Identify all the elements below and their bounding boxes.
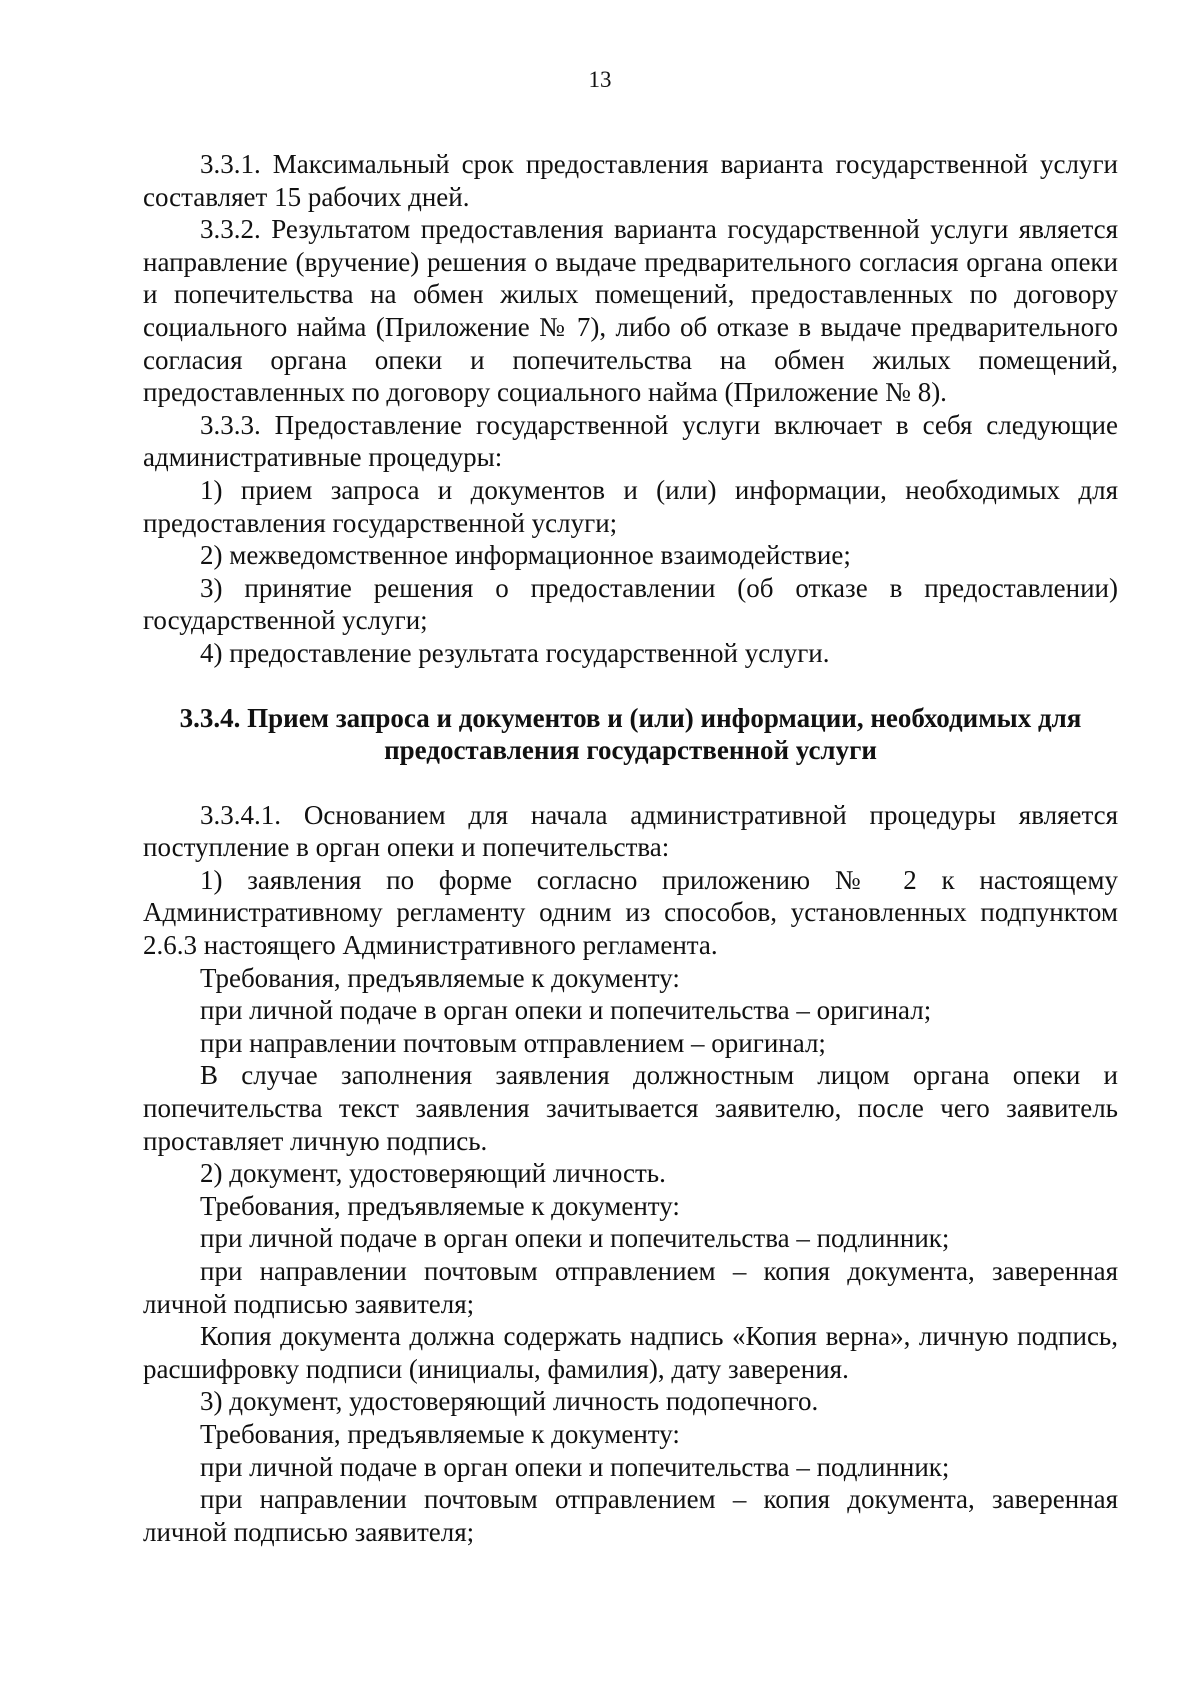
requirement-in-person: при личной подаче в орган опеки и попечительства – подлинник; xyxy=(200,1451,950,1482)
section-heading-line-1: 3.3.4. Прием запроса и документов и (или) информации, необходимых для xyxy=(179,702,1082,733)
paragraph-3-3-1: 3.3.1. Максимальный срок предоставления варианта государственной услуги составляет 15 рабочих дней. xyxy=(143,149,1118,212)
list-item-procedure-4: 4) предоставление результата государственной услуги. xyxy=(200,637,830,668)
requirement-in-person: при личной подаче в орган опеки и попечительства – подлинник; xyxy=(200,1223,950,1254)
requirement-in-person: при личной подаче в орган опеки и попечительства – оригинал; xyxy=(200,995,932,1026)
requirements-label: Требования, предъявляемые к документу: xyxy=(200,1418,680,1449)
paragraph-copy-requirements: Копия документа должна содержать надпись «Копия верна», личную подпись, расшифровку подписи (инициалы, фамилия), дату заверения. xyxy=(143,1321,1118,1384)
paragraph-3-3-4-1: 3.3.4.1. Основанием для начала административной процедуры является поступление в орган опеки и попечительства: xyxy=(143,799,1118,863)
document-body xyxy=(143,148,1118,1548)
requirement-by-mail: при направлении почтовым отправлением – копия документа, заверенная личной подписью заявителя; xyxy=(143,1484,1118,1547)
paragraph-3-3-3: 3.3.3. Предоставление государственной услуги включает в себя следующие административные процедуры: xyxy=(143,409,1118,473)
list-item-procedure-1: 1) прием запроса и документов и (или) информации, необходимых для предоставления государственной услуги; xyxy=(143,474,1118,538)
paragraph-3-3-2: 3.3.2. Результатом предоставления варианта государственной услуги является направление (вручение) решения о выдаче предварительного согласия органа опеки и попечительства на обмен жилых помещений, предоставленных по договору социального найма (Приложение № 7), либо об отказе в выдаче предварительного согласия органа опеки и попечительства на обмен жилых помещений, предоставленных по договору социального найма (Приложение № 8). xyxy=(143,214,1118,408)
requirement-by-mail: при направлении почтовым отправлением – оригинал; xyxy=(200,1027,826,1058)
list-item-identity-document: 2) документ, удостоверяющий личность. xyxy=(200,1158,666,1189)
list-item-procedure-2: 2) межведомственное информационное взаимодействие; xyxy=(200,540,851,571)
requirements-label: Требования, предъявляемые к документу: xyxy=(200,962,680,993)
paragraph-filling-by-official: В случае заполнения заявления должностным лицом органа опеки и попечительства текст заявления зачитывается заявителю, после чего заявитель проставляет личную подпись. xyxy=(143,1060,1118,1156)
list-item-application: 1) заявления по форме согласно приложению № 2 к настоящему Административному регламенту одним из способов, установленных подпунктом 2.6.3 настоящего Административного регламента. xyxy=(143,864,1118,961)
list-item-procedure-3: 3) принятие решения о предоставлении (об отказе в предоставлении) государственной услуги; xyxy=(143,572,1118,636)
list-item-ward-identity-document: 3) документ, удостоверяющий личность подопечного. xyxy=(200,1386,819,1417)
requirement-by-mail: при направлении почтовым отправлением – копия документа, заверенная личной подписью заявителя; xyxy=(143,1256,1118,1319)
page-number: 13 xyxy=(588,67,612,92)
section-heading-3-3-4 xyxy=(143,702,1118,767)
section-heading-line-2: предоставления государственной услуги xyxy=(384,735,877,766)
requirements-label: Требования, предъявляемые к документу: xyxy=(200,1190,680,1221)
